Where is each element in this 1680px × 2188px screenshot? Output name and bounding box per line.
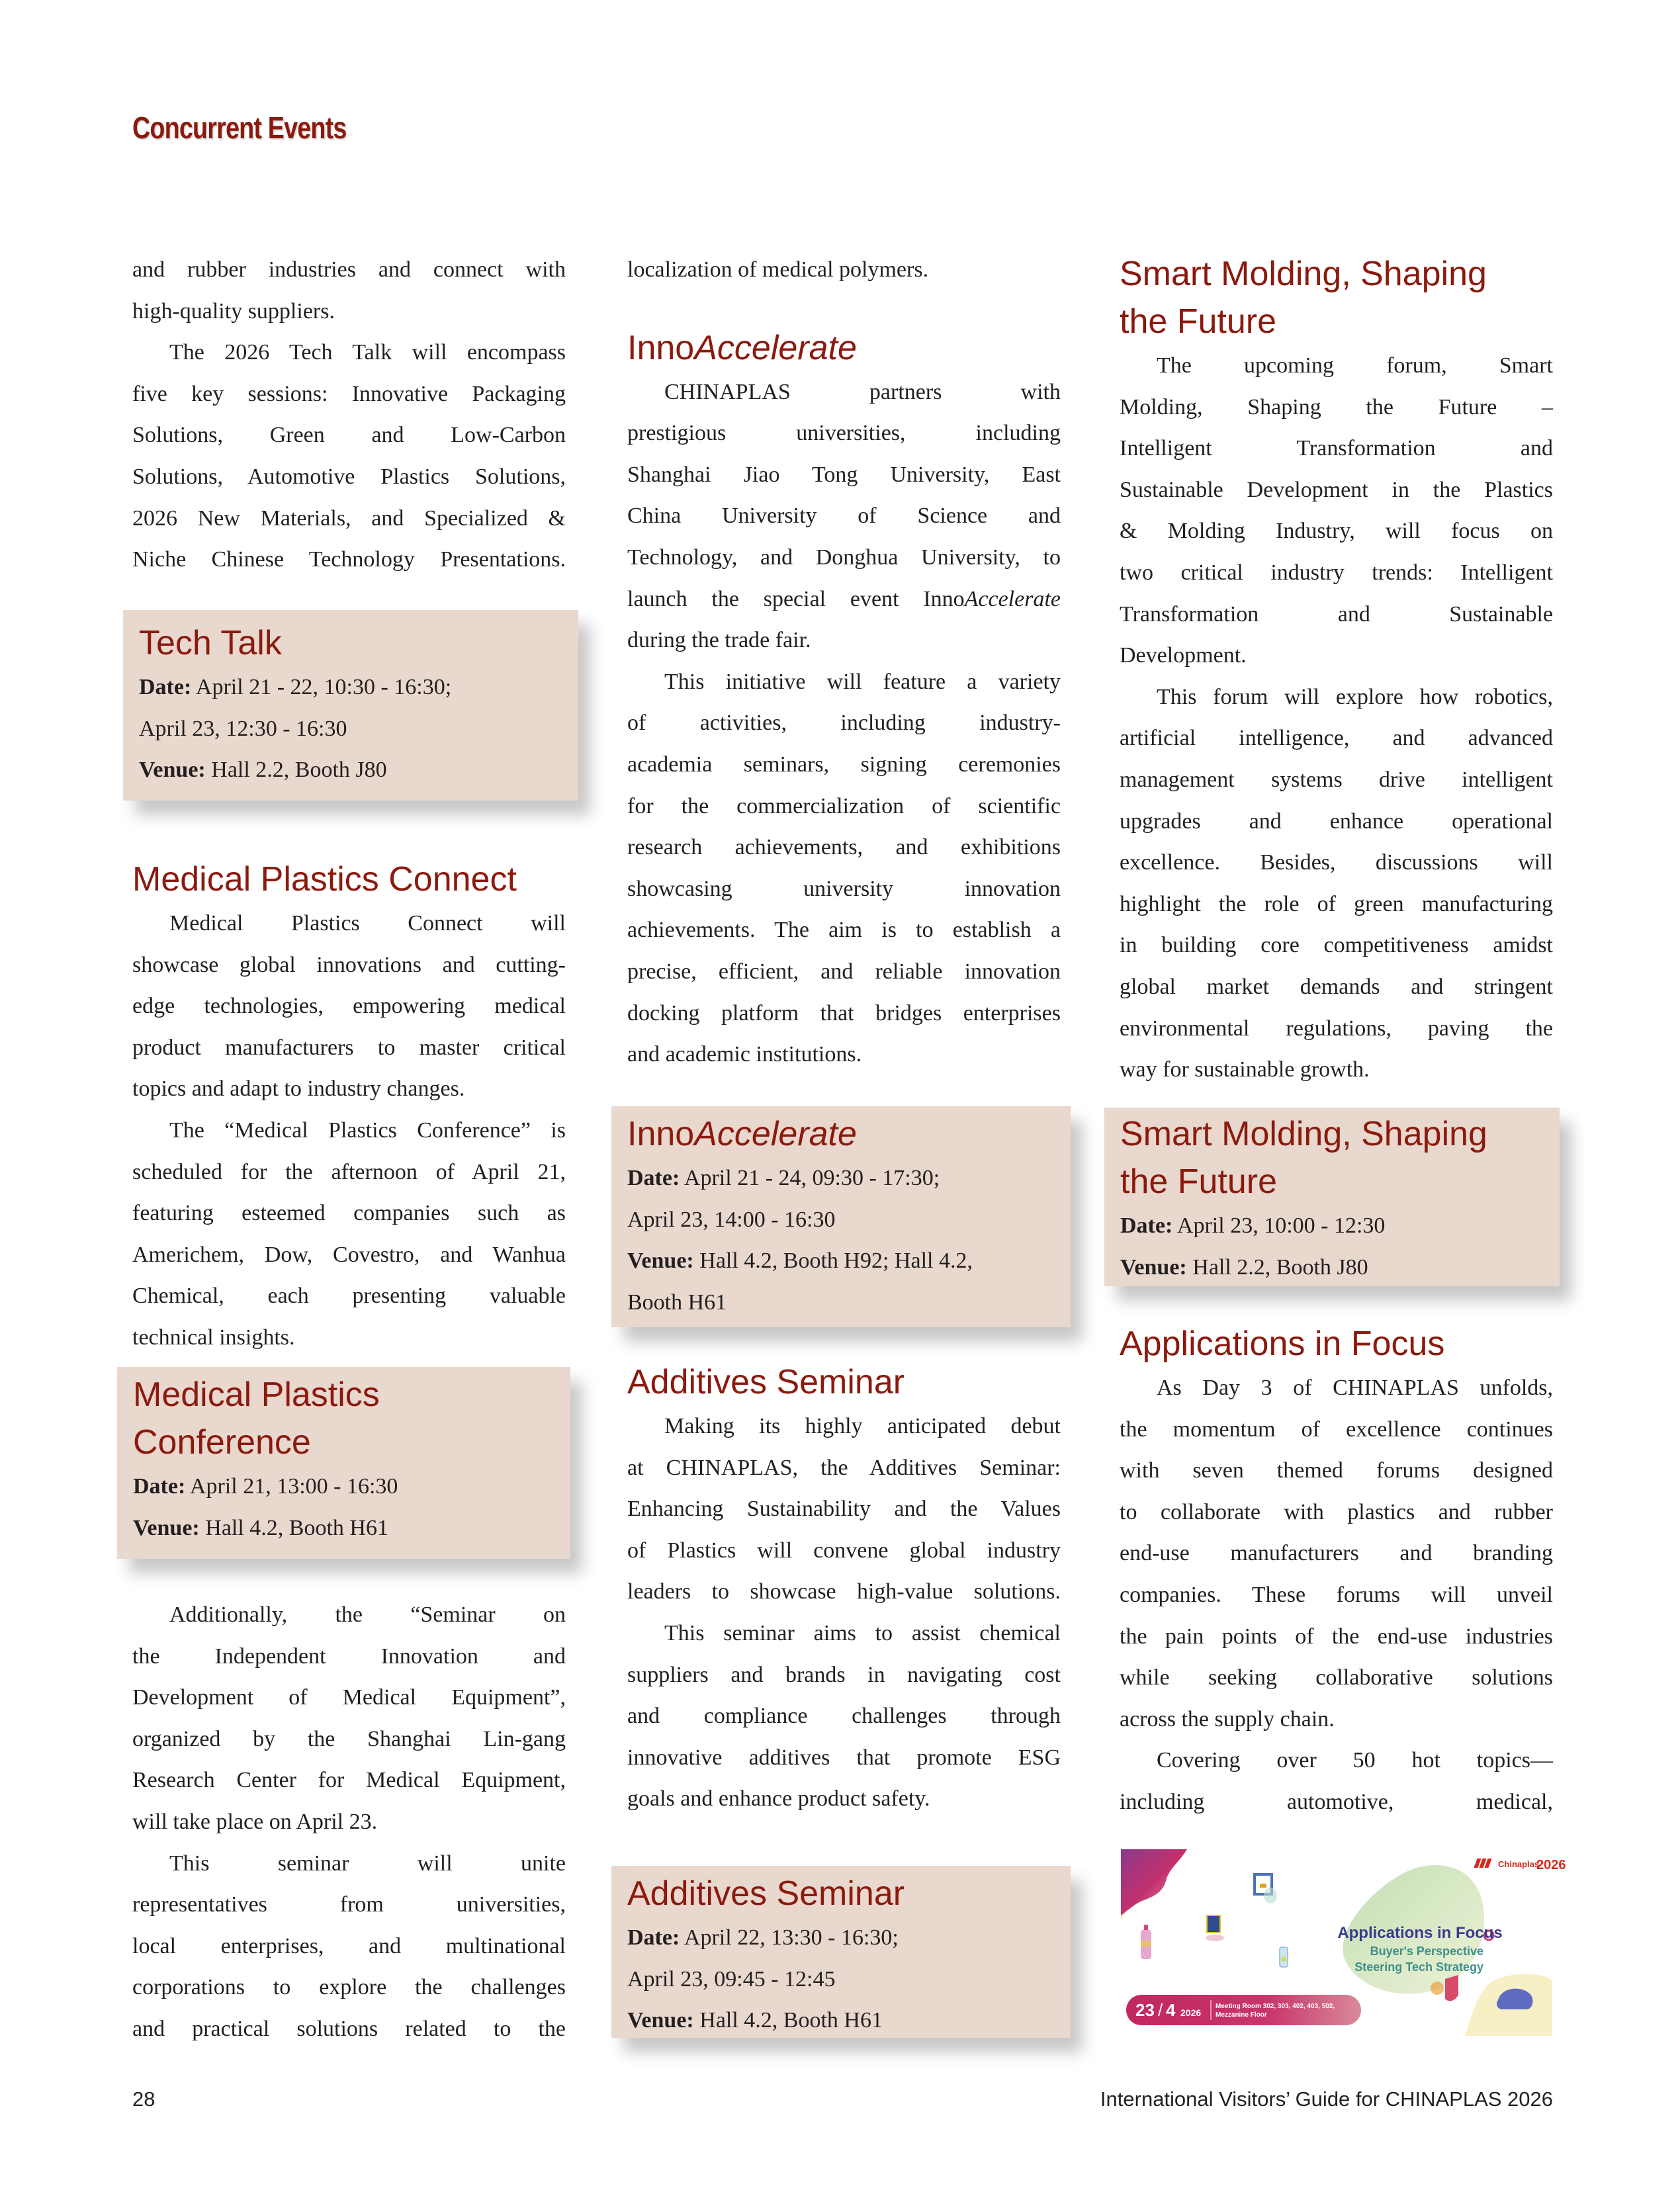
venue-row bbox=[133, 1508, 554, 1550]
venue-value: Hall 4.2, Booth H61 bbox=[699, 2008, 883, 2033]
section-heading: Applications in Focus bbox=[1120, 1325, 1445, 1363]
body-line: the pain points of the end-use industries bbox=[1120, 1624, 1553, 1649]
banner-date-sep: / bbox=[1158, 2000, 1163, 2020]
venue-value-2: Booth H61 bbox=[627, 1290, 727, 1315]
body-line: upgrades and enhance operational bbox=[1120, 809, 1553, 834]
body-line: during the trade fair. bbox=[627, 628, 811, 653]
body-line: Additionally, the “Seminar on bbox=[169, 1602, 566, 1627]
body-line: highlight the role of green manufacturing bbox=[1120, 891, 1553, 916]
date-value-2: April 23, 12:30 - 16:30 bbox=[139, 716, 347, 741]
body-line: scheduled for the afternoon of April 21, bbox=[132, 1159, 566, 1184]
body-line: at CHINAPLAS, the Additives Seminar: bbox=[627, 1455, 1061, 1480]
body-line: precise, efficient, and reliable innovation bbox=[627, 959, 1061, 984]
body-line: and compliance challenges through bbox=[627, 1704, 1061, 1729]
banner-date-month: 4 bbox=[1166, 2000, 1176, 2020]
body-line: academia seminars, signing ceremonies bbox=[627, 752, 1061, 777]
body-line: five key sessions: Innovative Packaging bbox=[132, 381, 566, 406]
medical-plastics-connect-section bbox=[132, 855, 566, 1359]
line-part-a: launch the special event Inno bbox=[627, 586, 965, 611]
venue-label: Venue: bbox=[1120, 1254, 1187, 1280]
body-line: Making its highly anticipated debut bbox=[664, 1414, 1061, 1438]
body-line: showcase global innovations and cutting- bbox=[132, 952, 566, 977]
section-heading: Additives Seminar bbox=[627, 1363, 905, 1401]
date-value: April 23, 10:00 - 12:30 bbox=[1176, 1213, 1386, 1238]
date-value: April 21 - 22, 10:30 - 16:30; bbox=[195, 675, 452, 699]
date-label: Date: bbox=[627, 1166, 680, 1190]
body-line: topics and adapt to industry changes. bbox=[132, 1076, 465, 1102]
test-tube-icon bbox=[1280, 1947, 1288, 1967]
body-line: companies. These forums will unveil bbox=[1120, 1582, 1553, 1607]
smart-molding-info-box bbox=[1104, 1108, 1560, 1286]
body-line: As Day 3 of CHINAPLAS unfolds, bbox=[1157, 1376, 1553, 1400]
body-line: leaders to showcase high-value solutions. bbox=[627, 1579, 1061, 1604]
box-title: Additives Seminar bbox=[627, 1874, 905, 1913]
body-line: management systems drive intelligent bbox=[1120, 767, 1553, 792]
section-heading-line-2: the Future bbox=[1120, 302, 1277, 341]
body-line: This forum will explore how robotics, bbox=[1157, 684, 1553, 709]
body-line: the momentum of excellence continues bbox=[1120, 1417, 1553, 1442]
body-line: Solutions, Green and Low-Carbon bbox=[132, 423, 566, 448]
date-value-2: April 23, 09:45 - 12:45 bbox=[627, 1966, 836, 1991]
body-line: Chemical, each presenting valuable bbox=[132, 1284, 566, 1309]
body-line: to collaborate with plastics and rubber bbox=[1120, 1499, 1553, 1524]
body-line: edge technologies, empowering medical bbox=[132, 994, 566, 1019]
body-line: Sustainable Development in the Plastics bbox=[1120, 477, 1553, 502]
body-line: Enhancing Sustainability and the Values bbox=[627, 1497, 1061, 1522]
body-line: global market demands and stringent bbox=[1120, 974, 1553, 999]
body-line: technical insights. bbox=[132, 1325, 295, 1350]
box-title-line-1: Smart Molding, Shaping bbox=[1120, 1115, 1487, 1153]
line-part-b: Accelerate bbox=[964, 586, 1061, 611]
heading-part-a: Inno bbox=[627, 328, 695, 367]
body-line: Transformation and Sustainable bbox=[1120, 601, 1553, 627]
medical-plastics-conference-info-box bbox=[117, 1367, 570, 1559]
venue-label: Venue: bbox=[139, 758, 206, 783]
body-line: while seeking collaborative solutions bbox=[1120, 1665, 1553, 1690]
venue-value: Hall 2.2, Booth J80 bbox=[1192, 1254, 1368, 1280]
date-label: Date: bbox=[627, 1925, 680, 1950]
column-2 bbox=[627, 249, 1061, 1076]
page-number: 28 bbox=[132, 2087, 155, 2111]
body-line: representatives from universities, bbox=[132, 1892, 566, 1917]
applications-in-focus-banner bbox=[1121, 1849, 1566, 2036]
venue-value: Hall 4.2, Booth H61 bbox=[205, 1515, 388, 1540]
body-line: artificial intelligence, and advanced bbox=[1120, 726, 1553, 751]
body-line: Solutions, Automotive Plastics Solutions, bbox=[132, 464, 566, 489]
body-line: This seminar aims to assist chemical bbox=[664, 1620, 1061, 1645]
body-line: CHINAPLAS partners with bbox=[664, 379, 1061, 404]
body-line: suppliers and brands in navigating cost bbox=[627, 1662, 1061, 1687]
body-line: docking platform that bridges enterprises bbox=[627, 1000, 1061, 1026]
venue-row bbox=[1120, 1247, 1544, 1289]
body-line: This initiative will feature a variety bbox=[664, 669, 1061, 694]
body-line: across the supply chain. bbox=[1120, 1706, 1335, 1731]
column-1 bbox=[132, 249, 566, 581]
banner-date-year: 2026 bbox=[1180, 2007, 1202, 2018]
body-line: will take place on April 23. bbox=[132, 1809, 378, 1834]
venue-label: Venue: bbox=[627, 2008, 694, 2033]
date-value: April 21 - 24, 09:30 - 17:30; bbox=[684, 1166, 940, 1190]
body-line: Medical Plastics Connect will bbox=[169, 911, 566, 936]
additives-seminar-section bbox=[627, 1358, 1061, 1820]
body-line: the Independent Innovation and bbox=[132, 1643, 566, 1669]
body-line: innovative additives that promote ESG bbox=[627, 1745, 1061, 1770]
body-line: excellence. Besides, discussions will bbox=[1120, 850, 1553, 875]
body-line: Covering over 50 hot topics— bbox=[1157, 1748, 1553, 1773]
banner-date-day: 23 bbox=[1135, 2000, 1155, 2020]
body-line: and practical solutions related to the bbox=[132, 2016, 566, 2041]
body-line: two critical industry trends: Intelligent bbox=[1120, 560, 1553, 585]
body-line: & Molding Industry, will focus on bbox=[1120, 519, 1553, 544]
body-line: The 2026 Tech Talk will encompass bbox=[169, 340, 566, 365]
date-row bbox=[627, 1158, 1055, 1200]
innoaccelerate-info-box bbox=[611, 1106, 1071, 1327]
chinaplas-logo bbox=[1474, 1858, 1566, 1872]
body-line: high-quality suppliers. bbox=[132, 298, 335, 324]
body-line: Niche Chinese Technology Presentations. bbox=[132, 547, 566, 572]
body-line: in building core competitiveness amidst bbox=[1120, 933, 1553, 958]
techtalk-info-box bbox=[123, 610, 578, 801]
box-title bbox=[627, 1110, 1055, 1158]
section-heading-line-1: Smart Molding, Shaping bbox=[1120, 255, 1487, 293]
date-row bbox=[1120, 1205, 1544, 1247]
title-part-b: Accelerate bbox=[694, 1115, 857, 1153]
date-row bbox=[627, 1917, 1055, 1959]
venue-row bbox=[139, 750, 562, 791]
body-line: product manufacturers to master critical bbox=[132, 1035, 566, 1060]
body-line: Intelligent Transformation and bbox=[1120, 436, 1553, 461]
body-line: including automotive, medical, bbox=[1120, 1789, 1553, 1814]
body-line: corporations to explore the challenges bbox=[132, 1975, 566, 2000]
section-heading: Medical Plastics Connect bbox=[132, 860, 517, 898]
body-line: way for sustainable growth. bbox=[1120, 1057, 1370, 1082]
banner-subtitle-1: Buyer's Perspective bbox=[1370, 1945, 1483, 1958]
body-line: Americhem, Dow, Covestro, and Wanhua bbox=[132, 1242, 566, 1267]
body-line: The “Medical Plastics Conference” is bbox=[169, 1117, 566, 1143]
applications-in-focus-section bbox=[1120, 1320, 1553, 1823]
venue-label: Venue: bbox=[133, 1515, 200, 1540]
body-line: Shanghai Jiao Tong University, East bbox=[627, 462, 1061, 487]
body-line: Development. bbox=[1120, 643, 1247, 668]
column-3 bbox=[1120, 250, 1553, 1091]
body-line: end-use manufacturers and branding bbox=[1120, 1541, 1553, 1566]
title-part-a: Inno bbox=[627, 1115, 695, 1153]
box-title-line-1: Medical Plastics bbox=[133, 1376, 380, 1414]
body-line: localization of medical polymers. bbox=[627, 257, 929, 282]
body-line: of activities, including industry- bbox=[627, 711, 1061, 736]
date-row bbox=[139, 667, 562, 709]
body-line: featuring esteemed companies such as bbox=[132, 1201, 566, 1226]
body-line: This seminar will unite bbox=[169, 1851, 566, 1876]
body-line bbox=[627, 579, 1061, 621]
body-line: Research Center for Medical Equipment, bbox=[132, 1768, 566, 1793]
body-line: and rubber industries and connect with bbox=[132, 257, 566, 282]
body-line: China University of Science and bbox=[627, 503, 1061, 529]
venue-value: Hall 4.2, Booth H92; Hall 4.2, bbox=[699, 1248, 973, 1274]
logo-brand: Chinaplas bbox=[1498, 1859, 1540, 1869]
venue-row bbox=[627, 2000, 1055, 2042]
date-value-2: April 23, 14:00 - 16:30 bbox=[627, 1207, 836, 1232]
date-value: April 22, 13:30 - 16:30; bbox=[684, 1925, 899, 1950]
additives-seminar-info-box bbox=[611, 1866, 1071, 2038]
banner-subtitle-2: Steering Tech Strategy bbox=[1354, 1960, 1483, 1974]
3d-printer-icon bbox=[1255, 1874, 1277, 1904]
banner-title: Applications in Focus bbox=[1337, 1924, 1503, 1942]
body-line: environmental regulations, paving the bbox=[1120, 1016, 1553, 1041]
section-title: Concurrent Events bbox=[132, 110, 347, 145]
body-line: research achievements, and exhibitions bbox=[627, 835, 1061, 860]
body-line: goals and enhance product safety. bbox=[627, 1786, 930, 1812]
body-line: Development of Medical Equipment”, bbox=[132, 1685, 566, 1710]
body-line: prestigious universities, including bbox=[627, 421, 1061, 446]
date-value: April 21, 13:00 - 16:30 bbox=[189, 1474, 398, 1499]
date-label: Date: bbox=[139, 675, 192, 699]
venue-row bbox=[627, 1241, 1055, 1282]
seminar-section bbox=[132, 1595, 566, 2050]
box-title-line-2: the Future bbox=[1120, 1162, 1278, 1201]
box-title-line-2: Conference bbox=[133, 1423, 311, 1462]
publication-title: International Visitors’ Guide for CHINAPLAS 2026 bbox=[1100, 2087, 1553, 2111]
body-line: Molding, Shaping the Future – bbox=[1120, 394, 1553, 419]
section-heading bbox=[627, 324, 1061, 372]
decor-pink-blob bbox=[1121, 1849, 1187, 1915]
body-line: and academic institutions. bbox=[627, 1042, 862, 1067]
body-line: The upcoming forum, Smart bbox=[1157, 353, 1553, 378]
date-row bbox=[133, 1466, 554, 1508]
box-title: Tech Talk bbox=[139, 624, 282, 662]
chip-icon bbox=[1206, 1915, 1224, 1941]
body-line: Technology, and Donghua University, to bbox=[627, 545, 1061, 570]
date-label: Date: bbox=[1120, 1213, 1173, 1238]
bottle-icon bbox=[1141, 1925, 1151, 1959]
logo-year: 2026 bbox=[1536, 1858, 1566, 1872]
banner-location-2: Mezzanine Floor bbox=[1216, 2011, 1267, 2019]
body-line: showcasing university innovation bbox=[627, 876, 1061, 901]
banner-location-1: Meeting Room 302, 303, 402, 403, 502, bbox=[1216, 2003, 1335, 2010]
venue-value: Hall 2.2, Booth J80 bbox=[211, 758, 387, 783]
heading-part-b: Accelerate bbox=[694, 328, 857, 367]
date-label: Date: bbox=[133, 1474, 186, 1499]
body-line: organized by the Shanghai Lin-gang bbox=[132, 1726, 566, 1751]
body-line: of Plastics will convene global industry bbox=[627, 1538, 1061, 1563]
body-line: for the commercialization of scientific bbox=[627, 793, 1061, 818]
body-line: with seven themed forums designed bbox=[1120, 1458, 1553, 1483]
body-line: 2026 New Materials, and Specialized & bbox=[132, 505, 566, 531]
body-line: local enterprises, and multinational bbox=[132, 1933, 566, 1958]
body-line: achievements. The aim is to establish a bbox=[627, 918, 1061, 943]
venue-label: Venue: bbox=[627, 1248, 694, 1274]
